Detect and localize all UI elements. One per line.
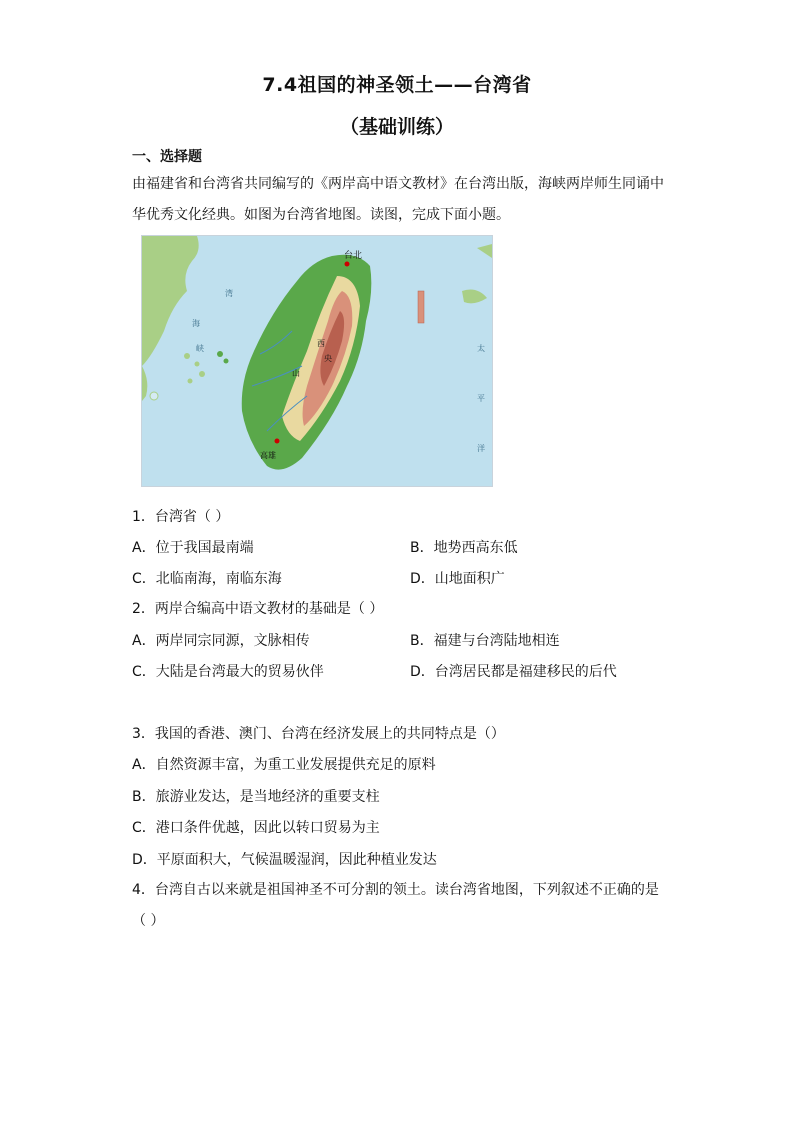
question-1-option-d[interactable]: D．山地面积广 xyxy=(410,571,505,587)
question-1-option-b[interactable]: B．地势西高东低 xyxy=(410,540,518,556)
map-label-taipei: 台北 xyxy=(344,251,363,261)
question-3-stem: 3．我国的香港、澳门、台湾在经济发展上的共同特点是（） xyxy=(132,726,505,742)
map-label-sea2: 海 xyxy=(192,319,200,328)
question-2-option-c[interactable]: C．大陆是台湾最大的贸易伙伴 xyxy=(132,664,324,680)
map-label-ridge: 央 xyxy=(324,354,332,363)
question-3-option-b[interactable]: B．旅游业发达，是当地经济的重要支柱 xyxy=(132,789,380,805)
map-label-sea1: 湾 xyxy=(225,289,233,298)
intro-text-line-1: 由福建省和台湾省共同编写的《两岸高中语文教材》在台湾出版，海峡两岸师生同诵中 xyxy=(132,176,664,192)
map-label-ocean2: 平 xyxy=(477,394,485,403)
map-label-ocean3: 洋 xyxy=(477,444,485,453)
question-4-stem: 4．台湾自古以来就是祖国神圣不可分割的领土。读台湾省地图，下列叙述不正确的是 xyxy=(132,882,659,898)
section-heading: 一、选择题 xyxy=(132,149,202,165)
document-subtitle: （基础训练） xyxy=(339,116,454,138)
question-1-option-c[interactable]: C．北临南海，南临东海 xyxy=(132,571,282,587)
map-label-west: 西 xyxy=(317,339,325,348)
question-3-option-a[interactable]: A．自然资源丰富，为重工业发展提供充足的原料 xyxy=(132,757,436,773)
question-4-answer-blank: （ ） xyxy=(132,913,165,929)
document-title: 7.4祖国的神圣领土——台湾省 xyxy=(262,74,532,96)
map-label-sea3: 峡 xyxy=(196,344,204,353)
intro-text-line-2: 华优秀文化经典。如图为台湾省地图。读图，完成下面小题。 xyxy=(132,207,510,223)
question-2-option-b[interactable]: B．福建与台湾陆地相连 xyxy=(410,633,560,649)
question-1-option-a[interactable]: A．位于我国最南端 xyxy=(132,540,254,556)
taiwan-map xyxy=(141,235,493,487)
question-2-option-d[interactable]: D．台湾居民都是福建移民的后代 xyxy=(410,664,617,680)
question-2-stem: 2．两岸合编高中语文教材的基础是（ ） xyxy=(132,601,384,617)
map-label-kaohsiung: 高雄 xyxy=(260,451,276,460)
map-label-mountain: 山 xyxy=(292,369,300,378)
question-1-stem: 1．台湾省（ ） xyxy=(132,509,230,525)
map-label-ocean1: 太 xyxy=(477,344,485,353)
question-3-option-c[interactable]: C．港口条件优越，因此以转口贸易为主 xyxy=(132,820,380,836)
question-2-option-a[interactable]: A．两岸同宗同源，文脉相传 xyxy=(132,633,310,649)
question-3-option-d[interactable]: D．平原面积大，气候温暖湿润，因此种植业发达 xyxy=(132,852,437,868)
